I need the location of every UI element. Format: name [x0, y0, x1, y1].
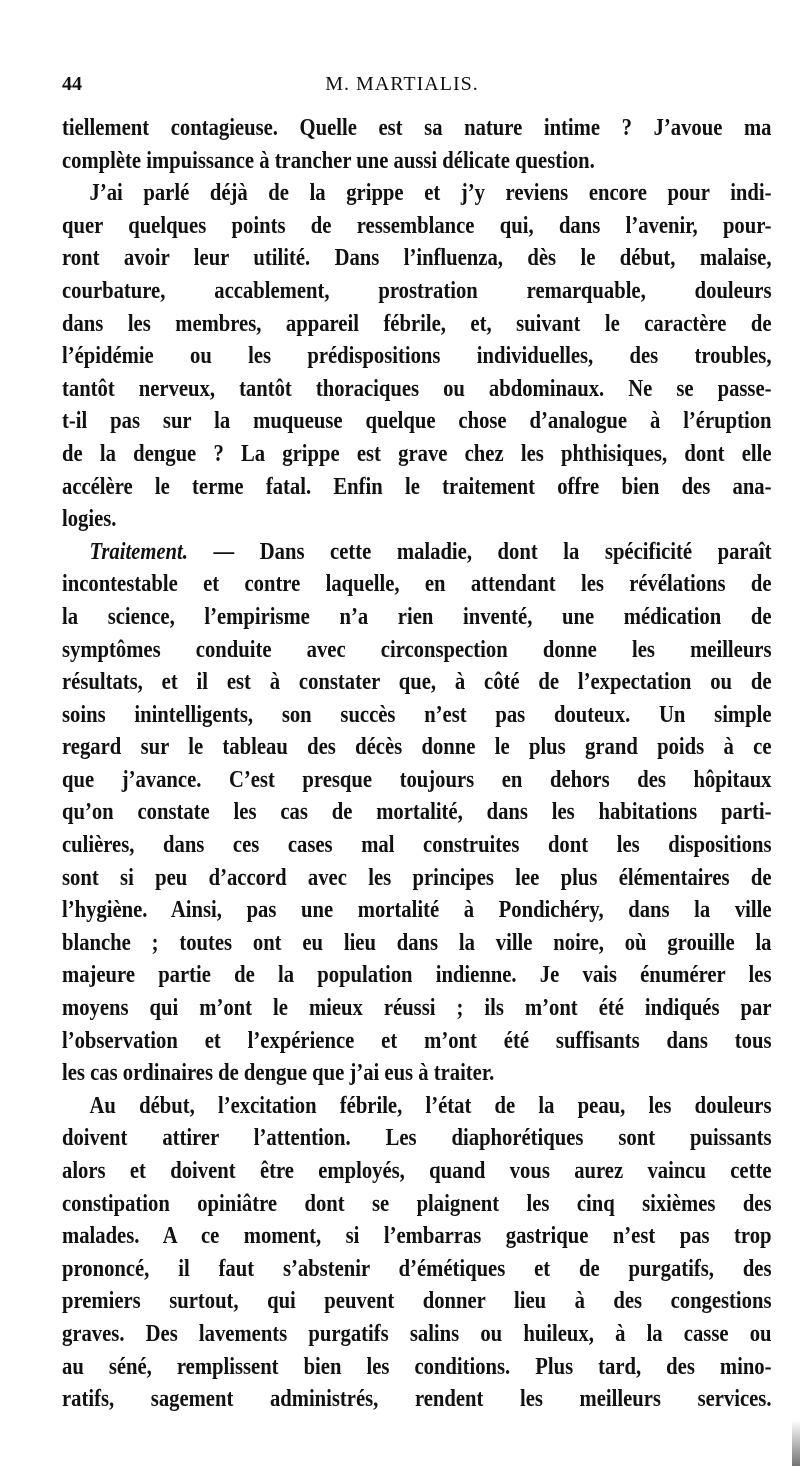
text-line: tantôt nerveux, tantôt thoraciques ou abdominaux. Ne se passe- — [62, 375, 772, 402]
text-line: dans les membres, appareil fébrile, et, suivant le caractère de — [62, 310, 772, 337]
text-line: majeure partie de la population indienne. Je vais énumérer les — [62, 962, 772, 989]
text-line: qu’on constate les cas de mortalité, dans les habitations parti- — [62, 799, 772, 826]
text-line: culières, dans ces cases mal construites dont les dispositions — [62, 832, 772, 859]
text-line: J’ai parlé déjà de la grippe et j’y reviens encore pour indi- — [89, 180, 772, 207]
text-line: moyens qui m’ont le mieux réussi ; ils m’ont été indiqués par — [62, 995, 772, 1022]
text-line: blanche ; toutes ont eu lieu dans la ville noire, où grouille la — [62, 929, 772, 956]
page-number: 44 — [62, 73, 82, 95]
text-line: la science, l’empirisme n’a rien inventé, une médication de — [62, 603, 772, 630]
text-line: sont si peu d’accord avec les principes lee plus élémentaires de — [62, 864, 772, 891]
text-line: prononcé, il faut s’abstenir d’émétiques et de purgatifs, des — [62, 1255, 772, 1282]
text-line: l’observation et l’expérience et m’ont été suffisants dans tous — [62, 1027, 772, 1054]
running-head — [62, 72, 742, 96]
text-line: malades. A ce moment, si l’embarras gastrique n’est pas trop — [62, 1223, 772, 1250]
text-line: tiellement contagieuse. Quelle est sa nature intime ? J’avoue ma — [62, 115, 772, 141]
text-line: incontestable et contre laquelle, en attendant les révélations de — [62, 571, 772, 598]
text-line: graves. Des lavements purgatifs salins ou huileux, à la casse ou — [62, 1320, 772, 1347]
text-line: accélère le terme fatal. Enfin le traitement offre bien des ana- — [62, 473, 772, 500]
section-line — [62, 536, 772, 569]
text-line: ratifs, sagement administrés, rendent les meilleurs services. — [62, 1386, 772, 1413]
text-line: doivent attirer l’attention. Les diaphorétiques sont puissants — [62, 1125, 772, 1152]
text-line: au séné, remplissent bien les conditions. Plus tard, des mino- — [62, 1353, 772, 1380]
running-title: M. MARTIALIS. — [325, 73, 479, 95]
body-text — [62, 112, 772, 1416]
text-line: symptômes conduite avec circonspection donne les meilleurs — [62, 636, 772, 663]
text-line: l’épidémie ou les prédispositions individuelles, des troubles, — [62, 343, 772, 370]
text-line: — Dans cette maladie, dont la spécificité paraît — [213, 538, 772, 565]
text-line: que j’avance. C’est presque toujours en dehors des hôpitaux — [62, 766, 772, 793]
text-line: regard sur le tableau des décès donne le plus grand poids à ce — [62, 734, 772, 761]
text-line: complète impuissance à trancher une aussi délicate question. — [62, 147, 595, 174]
text-line: premiers surtout, qui peuvent donner lieu à des congestions — [62, 1288, 772, 1315]
text-line: quer quelques points de ressemblance qui, dans l’avenir, pour- — [62, 212, 772, 239]
text-line: les cas ordinaires de dengue que j’ai eus à traiter. — [62, 1060, 495, 1087]
text-line: alors et doivent être employés, quand vous aurez vaincu cette — [62, 1158, 772, 1184]
text-line: l’hygiène. Ainsi, pas une mortalité à Pondichéry, dans la ville — [62, 897, 772, 924]
text-line: constipation opiniâtre dont se plaignent les cinq sixièmes des — [62, 1190, 772, 1217]
text-line: logies. — [62, 506, 117, 533]
text-line: t-il pas sur la muqueuse quelque chose d’analogue à l’éruption — [62, 408, 772, 435]
text-line: de la dengue ? La grippe est grave chez les phthisiques, dont elle — [62, 440, 772, 467]
text-line: courbature, accablement, prostration remarquable, douleurs — [62, 277, 772, 304]
text-line: ront avoir leur utilité. Dans l’influenza, dès le début, malaise, — [62, 245, 772, 272]
section-heading: Traitement. — [89, 538, 188, 565]
scan-edge-shadow — [792, 1420, 800, 1466]
text-line: résultats, et il est à constater que, à côté de l’expectation ou de — [62, 669, 772, 696]
text-line: soins inintelligents, son succès n’est pas douteux. Un simple — [62, 701, 772, 728]
text-line: Au début, l’excitation fébrile, l’état de la peau, les douleurs — [89, 1092, 772, 1119]
